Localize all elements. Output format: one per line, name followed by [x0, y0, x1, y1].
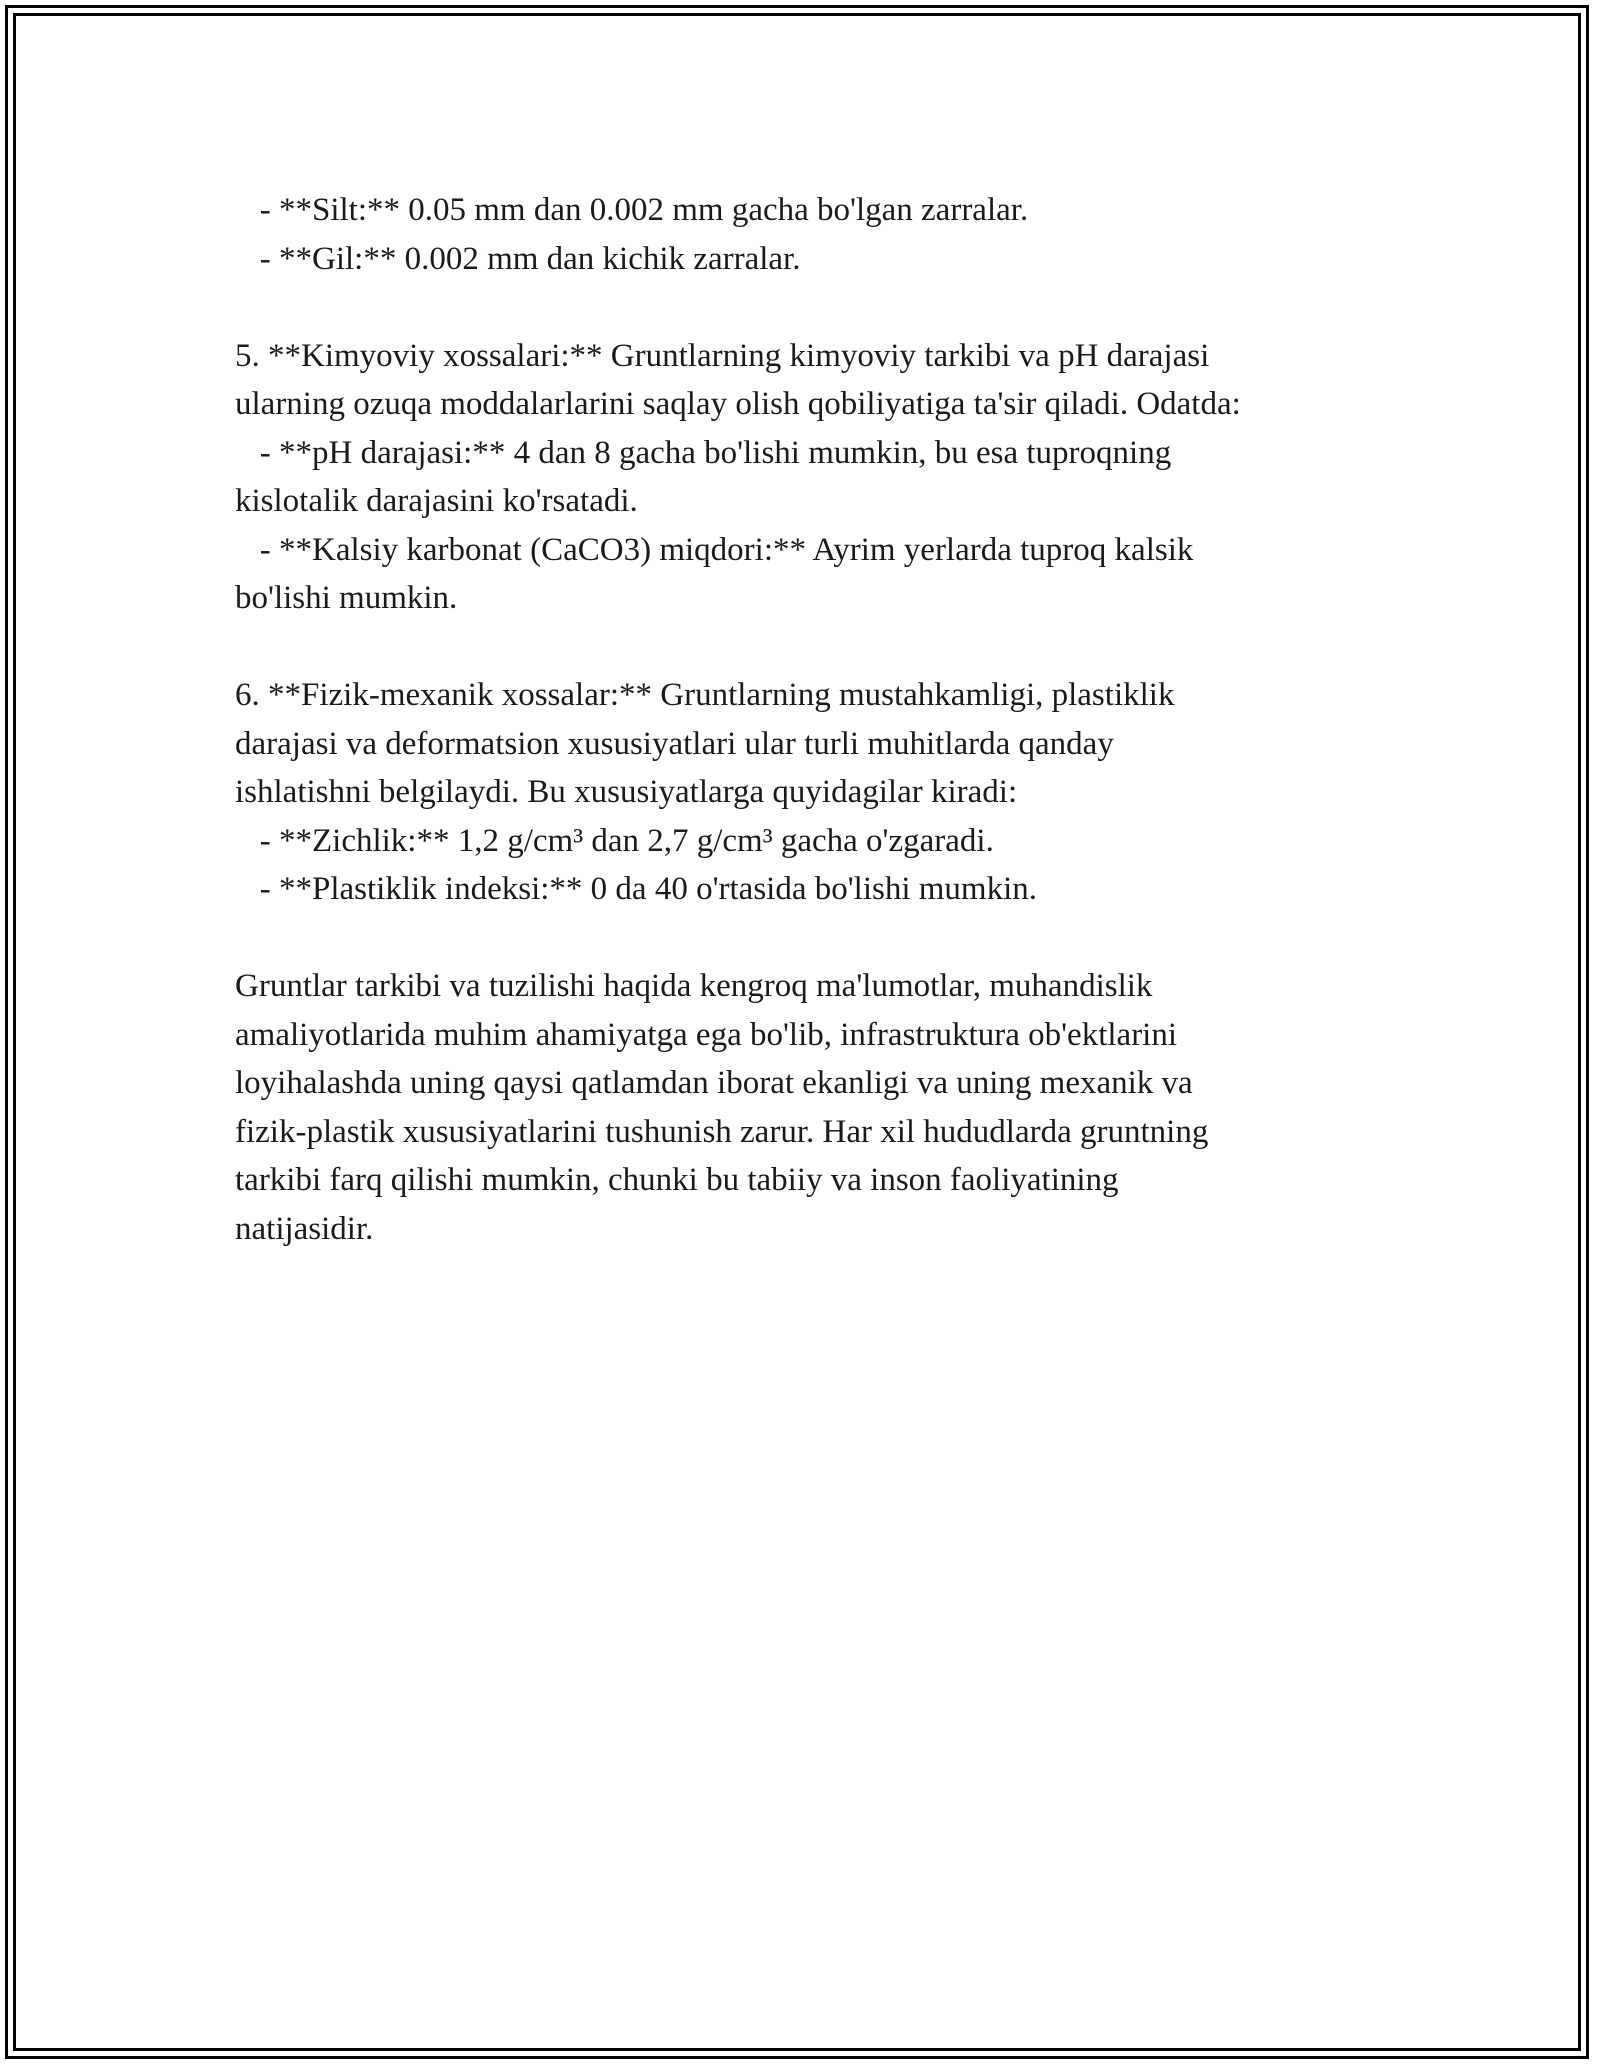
text-line: kislotalik darajasini ko'rsatadi. [235, 483, 638, 519]
text-line: tarkibi farq qilishi mumkin, chunki bu tabiiy va inson faoliyatining [235, 1162, 1119, 1198]
text-line: natijasidir. [235, 1210, 374, 1247]
text-line: ishlatishni belgilaydi. Bu xususiyatlarga quyidagilar kiradi: [235, 774, 1018, 810]
text-line: - **Zichlik:** 1,2 g/cm³ dan 2,7 g/cm³ gacha o'zgaradi. [235, 822, 994, 859]
text-line: - **Gil:** 0.002 mm dan kichik zarralar. [235, 240, 801, 277]
blank-line [235, 283, 1415, 332]
text-line: loyihalashda uning qaysi qatlamdan iborat ekanligi va uning mexanik va [235, 1065, 1193, 1101]
text-line: - **Silt:** 0.05 mm dan 0.002 mm gacha bo'lgan zarralar. [235, 192, 1029, 228]
text-line: bo'lishi mumkin. [235, 580, 458, 616]
blank-line [235, 914, 1415, 963]
blank-line [235, 623, 1415, 672]
text-line: 6. **Fizik-mexanik xossalar:** Gruntlarning mustahkamligi, plastiklik [235, 677, 1175, 713]
text-line: fizik-plastik xususiyatlarini tushunish zarur. Har xil hududlarda gruntning [235, 1113, 1209, 1150]
text-line: Gruntlar tarkibi va tuzilishi haqida kengroq ma'lumotlar, muhandislik [235, 968, 1153, 1004]
document-body [235, 186, 1415, 1253]
text-line: darajasi va deformatsion xususiyatlari ular turli muhitlarda qanday [235, 725, 1114, 762]
text-line: ularning ozuqa moddalarlarini saqlay olish qobiliyatiga ta'sir qiladi. Odatda: [235, 386, 1241, 422]
text-line: - **Kalsiy karbonat (CaCO3) miqdori:** Ayrim yerlarda tuproq kalsik [235, 531, 1194, 568]
text-line: amaliyotlarida muhim ahamiyatga ega bo'lib, infrastruktura ob'ektlarini [235, 1016, 1178, 1053]
text-line: 5. **Kimyoviy xossalari:** Gruntlarning kimyoviy tarkibi va pH darajasi [235, 337, 1210, 374]
text-line: - **Plastiklik indeksi:** 0 da 40 o'rtasida bo'lishi mumkin. [235, 871, 1038, 907]
text-line: - **pH darajasi:** 4 dan 8 gacha bo'lishi mumkin, bu esa tuproqning [235, 434, 1172, 471]
